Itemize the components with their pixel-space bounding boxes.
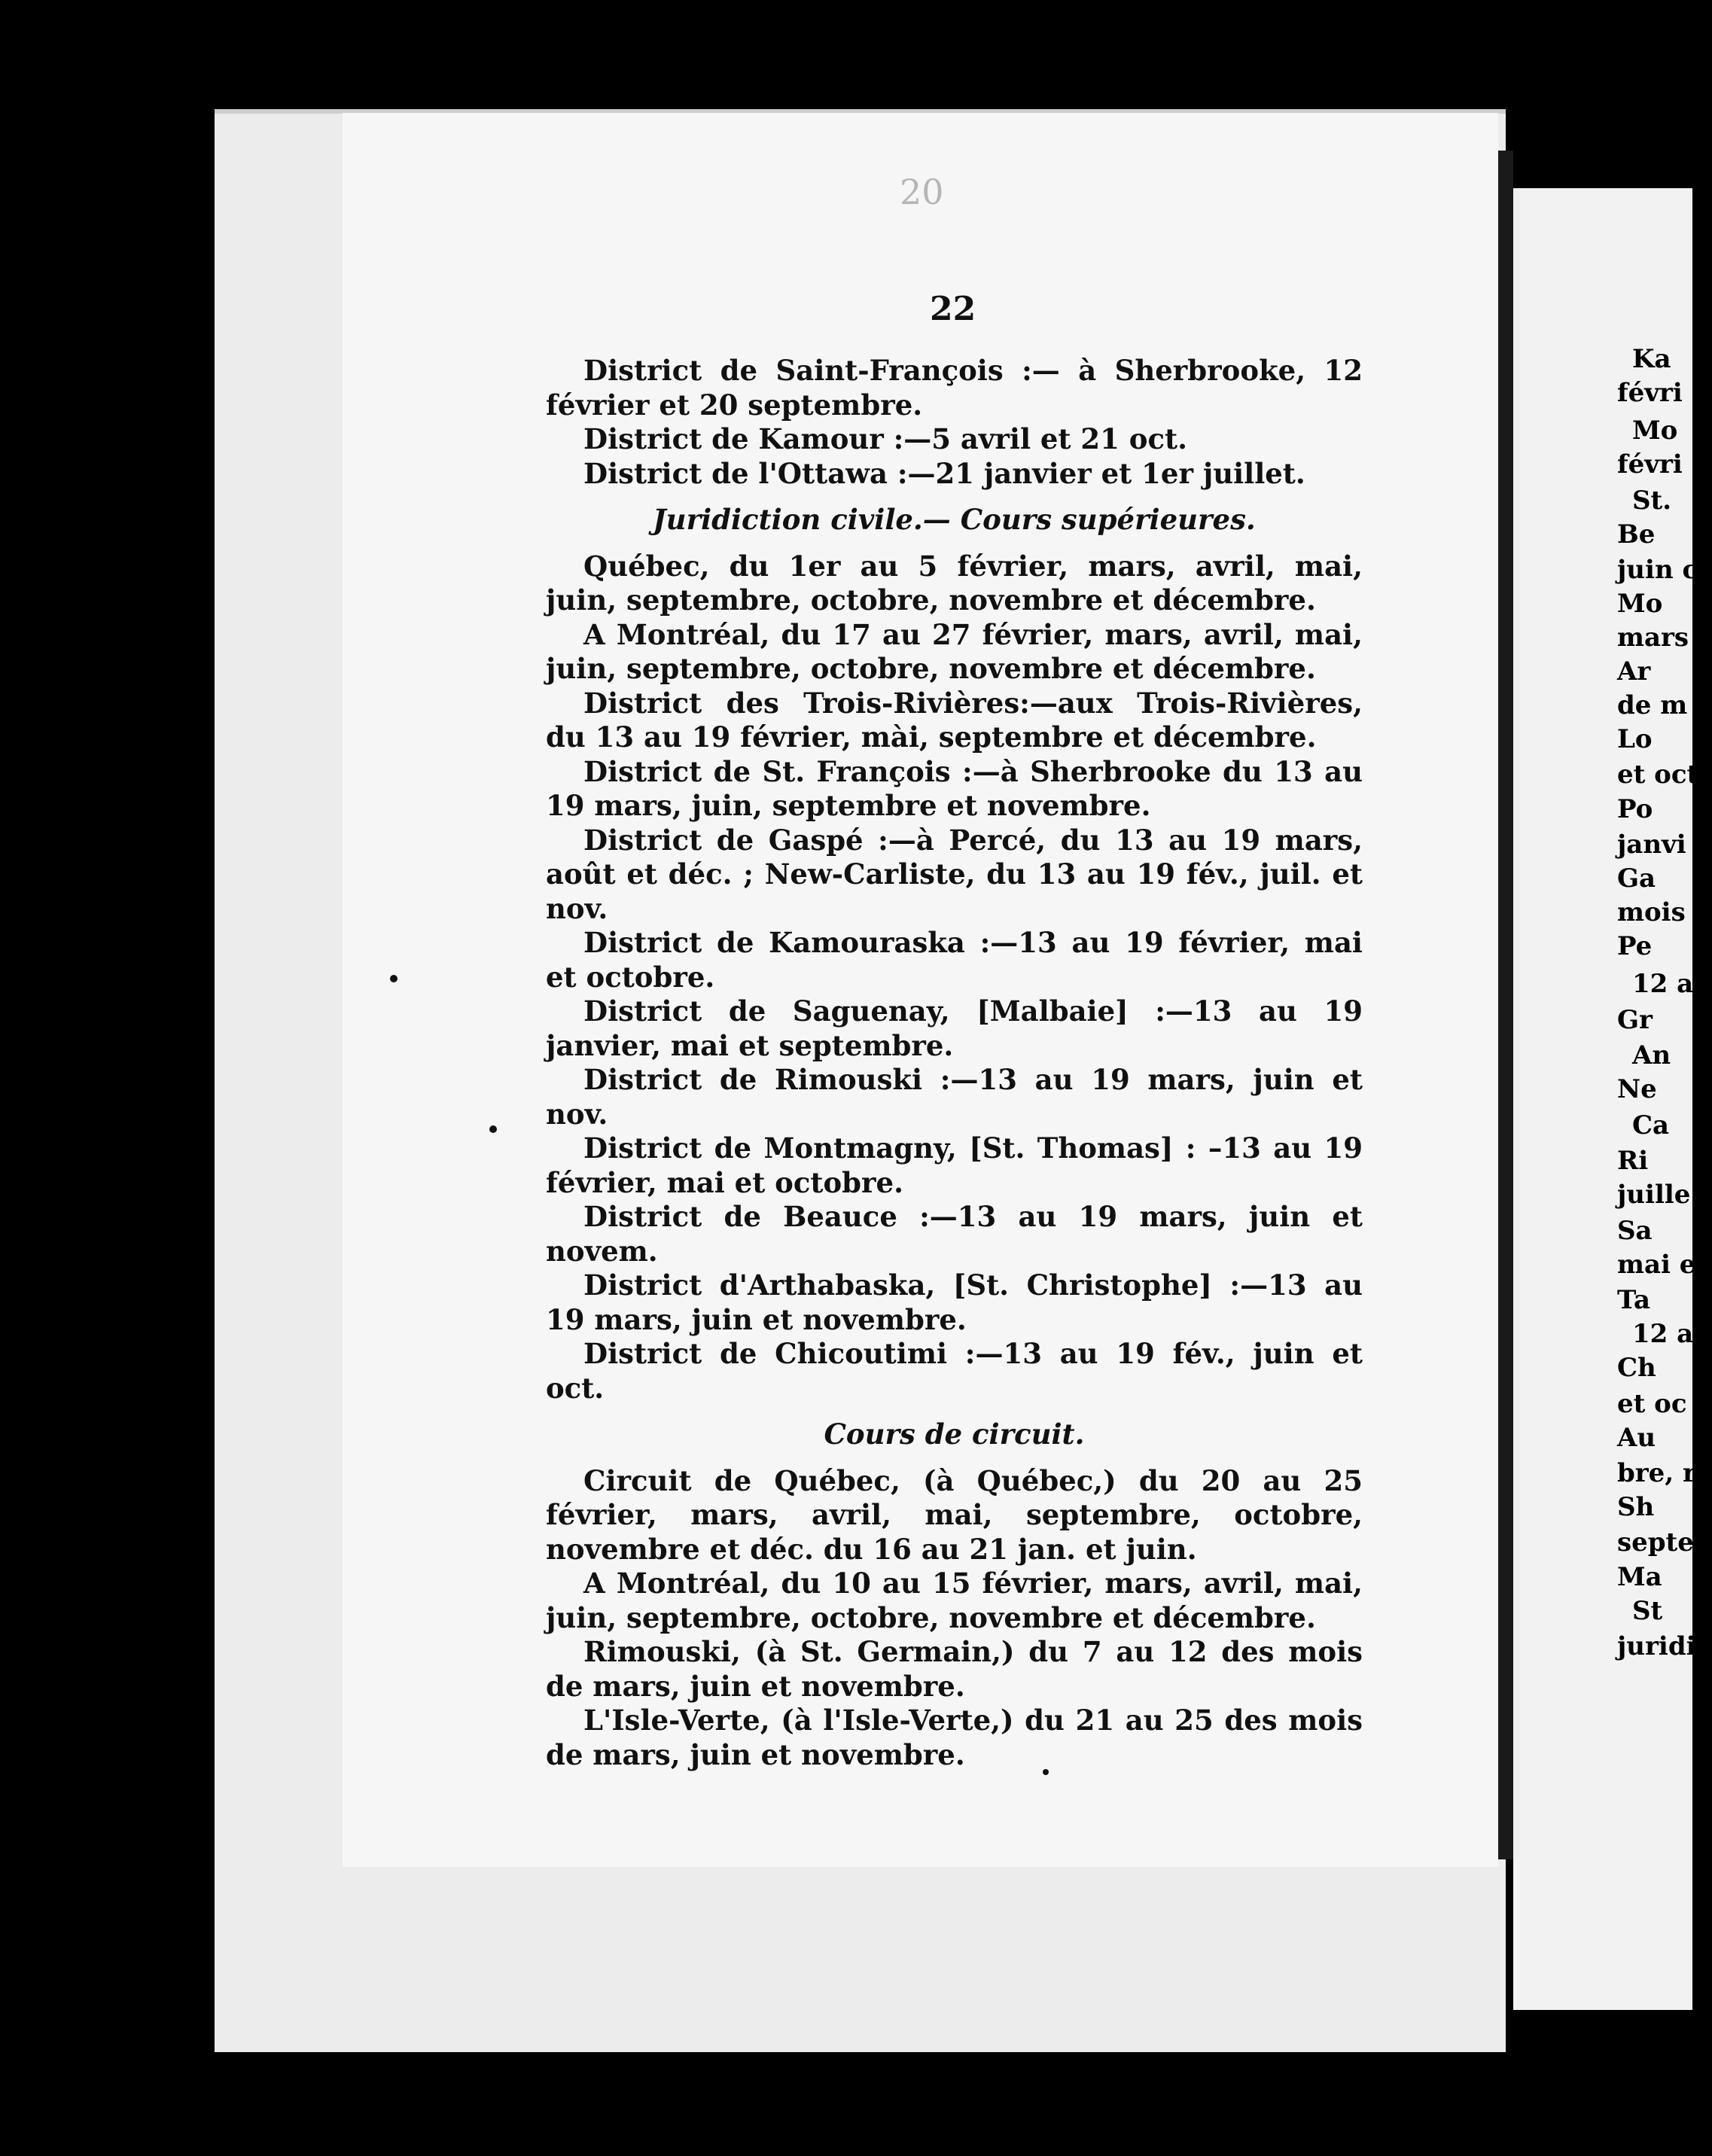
right-page-fragment: Ta	[1617, 1285, 1651, 1315]
paragraph: A Montréal, du 17 au 27 février, mars, avril, mai, juin, septembre, octobre, novembre et décembre.	[546, 617, 1363, 685]
paragraph: District de Beauce :—13 au 19 mars, juin et novem.	[546, 1200, 1363, 1268]
paragraph: District de Kamour :—5 avril et 21 oct.	[583, 422, 1187, 455]
right-page-fragment: An	[1632, 1040, 1671, 1070]
right-page-fragment: Lo	[1617, 724, 1653, 754]
right-page-fragment: Sa	[1617, 1216, 1653, 1246]
speck	[390, 975, 398, 982]
right-page-fragment: septe	[1617, 1527, 1694, 1558]
paragraph: District d'Arthabaska, [St. Christophe] :—13 au 19 mars, juin et novembre.	[546, 1268, 1363, 1336]
paragraph: Circuit de Québec, (à Québec,) du 20 au 25 février, mars, avril, mai, septembre, octobre, novembre et déc. du 16 au 21 jan. et juin.	[546, 1463, 1363, 1566]
right-page-fragment: févri	[1617, 449, 1683, 480]
right-page-fragment: bre, r	[1617, 1458, 1696, 1488]
right-page-fragment: Ri	[1617, 1146, 1649, 1176]
document-text	[546, 282, 1363, 1772]
page-number: 22	[930, 290, 976, 328]
right-page-fragment: et oc	[1617, 1389, 1687, 1419]
paragraph: District de Chicoutimi :—13 au 19 fév., juin et oct.	[546, 1337, 1363, 1405]
paragraph: L'Isle-Verte, (à l'Isle-Verte,) du 21 au 25 des mois de mars, juin et novembre.	[546, 1704, 1363, 1771]
speck	[1043, 1769, 1049, 1775]
right-page-fragment: Ch	[1617, 1353, 1656, 1383]
right-page-fragment: Ka	[1632, 344, 1671, 374]
right-page-fragment: de m	[1617, 690, 1688, 720]
right-page-fragment: Ma	[1617, 1562, 1662, 1592]
right-page-fragment: Mo	[1617, 589, 1663, 619]
paragraph: District de Rimouski :—13 au 19 mars, juin et nov.	[546, 1063, 1363, 1131]
right-page-fragment: juin c	[1617, 555, 1698, 585]
right-page-fragment: Pe	[1617, 931, 1653, 961]
right-page-fragment: févri	[1617, 378, 1683, 408]
paragraph: District de Saguenay, [Malbaie] :—13 au 19 janvier, mai et septembre.	[546, 994, 1363, 1062]
right-page-fragment: mois	[1617, 897, 1686, 927]
right-page-fragment: juille	[1617, 1180, 1691, 1210]
paragraph: District de Kamouraska :—13 au 19 février, mai et octobre.	[546, 926, 1363, 994]
right-page-fragment: juridi	[1617, 1631, 1696, 1661]
right-page-fragment: Gr	[1617, 1005, 1653, 1035]
right-page-fragment: Be	[1617, 519, 1656, 550]
section-heading: Juridiction civile.— Cours supérieures.	[653, 503, 1256, 536]
right-page-fragment: Au	[1617, 1423, 1656, 1453]
paragraph: Québec, du 1er au 5 février, mars, avril, mai, juin, septembre, octobre, novembre et décembre.	[546, 549, 1363, 617]
paragraph: District de Saint-François :— à Sherbrooke, 12 février et 20 septembre.	[546, 354, 1363, 422]
right-page-fragment: Ar	[1617, 656, 1651, 687]
section-heading: Cours de circuit.	[824, 1418, 1085, 1451]
right-page-fragment: Ne	[1617, 1074, 1657, 1104]
right-page-fragment: St	[1632, 1596, 1663, 1626]
right-page-fragment: Po	[1617, 794, 1653, 824]
paragraph: District de St. François :—à Sherbrooke du 13 au 19 mars, juin, septembre et novembre.	[546, 754, 1363, 822]
right-page-fragment: St.	[1632, 486, 1672, 516]
right-page-fragment: Sh	[1617, 1492, 1655, 1522]
right-page-fragment: Ca	[1632, 1110, 1670, 1140]
right-page-fragment: Mo	[1632, 416, 1678, 446]
paragraph: District de l'Ottawa :—21 janvier et 1er juillet.	[583, 456, 1305, 490]
ghost-page-number: 20	[900, 172, 944, 212]
paragraph: District des Trois-Rivières:—aux Trois-Rivières, du 13 au 19 février, mài, septembre et décembre.	[546, 686, 1363, 754]
paragraph: District de Montmagny, [St. Thomas] : –13 au 19 février, mai et octobre.	[546, 1131, 1363, 1199]
paragraph: A Montréal, du 10 au 15 février, mars, avril, mai, juin, septembre, octobre, novembre et décembre.	[546, 1567, 1363, 1634]
page-fold-shadow	[1498, 151, 1513, 1859]
right-page-fragment: et oct	[1617, 760, 1699, 790]
right-page-fragment: 12 au	[1632, 969, 1712, 999]
right-page-fragment: Ga	[1617, 863, 1656, 894]
right-page-fragment: janvi	[1617, 830, 1686, 860]
right-page-fragment: mars	[1617, 623, 1689, 653]
speck	[489, 1125, 497, 1133]
paragraph: Rimouski, (à St. Germain,) du 7 au 12 des mois de mars, juin et novembre.	[546, 1635, 1363, 1703]
right-page-fragment: 12 au	[1632, 1319, 1712, 1349]
paragraph: District de Gaspé :—à Percé, du 13 au 19 mars, août et déc. ; New-Carliste, du 13 au 19 fév., juil. et nov.	[546, 823, 1363, 925]
right-page-fragment: mai e	[1617, 1250, 1696, 1280]
